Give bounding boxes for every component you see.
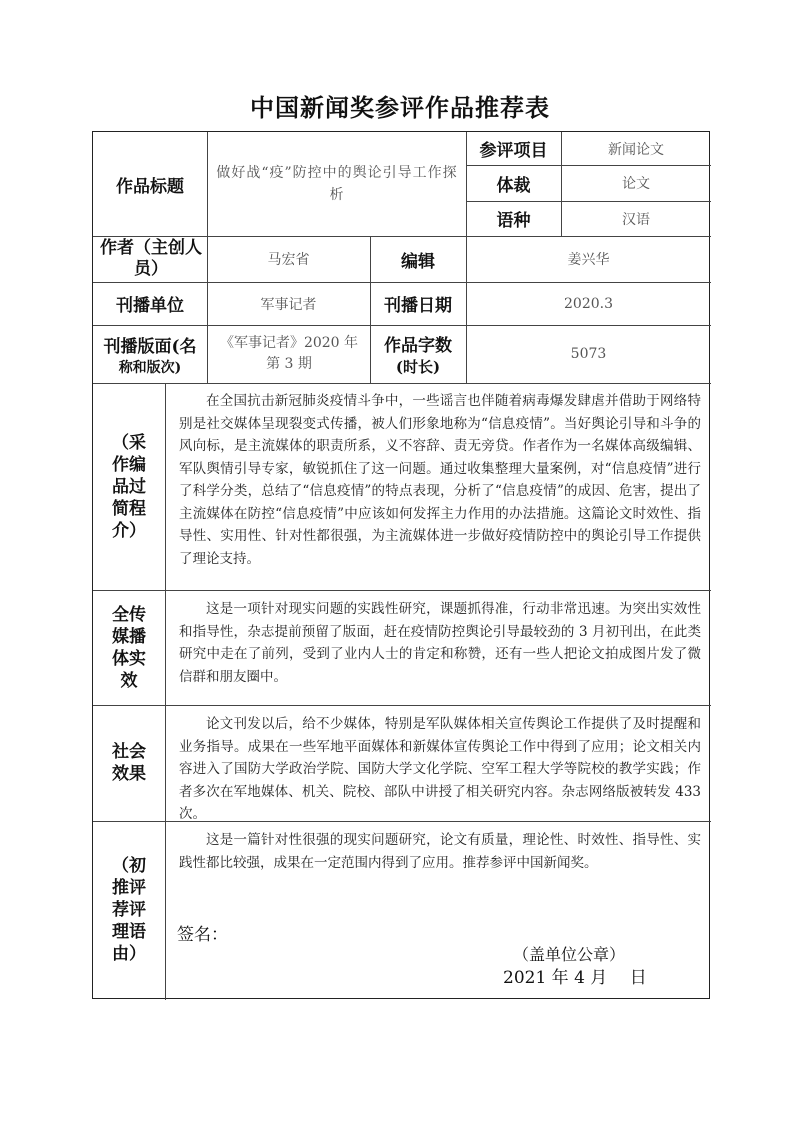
row-divider bbox=[93, 590, 711, 591]
process-section-label: （采作编品过简程介） bbox=[112, 433, 146, 541]
process-text: 在全国抗击新冠肺炎疫情斗争中，一些谣言也伴随着病毒爆发肆虐并借助于网络特别是社交媒体呈现裂变式传播，被人们形象地称为“信息疫情”。当好舆论引导和斗争的风向标，是主流媒体的职责所系，义不容辞、责无旁贷。作者作为一名媒体高级编辑、军队舆情引导专家，敏锐抓住了这一问题。通过收集整理大量案例，对“信息疫情”进行了科学分类，总结了“信息疫情”的特点表现，分析了“信息疫情”的成因、危害，提出了主流媒体在防控“信息疫情”中应该如何发挥主力作用的办法措施。这篇论文时效性、指导性、实用性、针对性都很强，为主流媒体进一步做好疫情防控中的舆论引导工作提供了理论支持。 bbox=[179, 393, 701, 567]
edition-label-line1: 刊播版面(名 bbox=[103, 336, 197, 357]
review-section-label: （初推评荐评理语由） bbox=[112, 856, 146, 964]
editor-label: 编辑 bbox=[401, 251, 435, 272]
genre-label: 体裁 bbox=[496, 175, 531, 196]
row-divider bbox=[93, 705, 711, 706]
date-label: 2021 年 4 月 日 bbox=[503, 968, 647, 988]
language-label: 语种 bbox=[496, 211, 531, 231]
seal-label: （盖单位公章） bbox=[513, 945, 626, 964]
review-text: 这是一篇针对性很强的现实问题研究，论文有质量，理论性、时效性、指导性、实践性都比较强，成果在一定范围内得到了应用。推荐参评中国新闻奖。 bbox=[179, 832, 701, 871]
category-value: 新闻论文 bbox=[608, 141, 664, 158]
editor-value: 姜兴华 bbox=[567, 252, 610, 268]
wordcount-value: 5073 bbox=[570, 346, 607, 362]
edition-label-line2: 称和版次) bbox=[118, 359, 182, 376]
work-title-value: 做好战“疫”防控中的舆论引导工作探析 bbox=[216, 165, 458, 203]
publisher-label: 刊播单位 bbox=[116, 296, 184, 316]
effect-text: 这是一项针对现实问题的实践性研究，课题抓得准，行动非常迅速。为突出实效性和指导性，杂志提前预留了版面，赶在疫情防控舆论引导最较劲的 3 月初刊出，在此类研究中走在了前列，受到了业内人士的肯定和称赞，还有一些人把论文拍成图片发了微信群和朋友圈中。 bbox=[179, 601, 701, 685]
author-label: 作者（主创人员） bbox=[100, 238, 202, 279]
publisher-value: 军事记者 bbox=[260, 296, 317, 313]
recommendation-form bbox=[92, 131, 710, 999]
social-text: 论文刊发以后，给不少媒体，特别是军队媒体相关宣传舆论工作提供了及时提醒和业务指导。成果在一些军地平面媒体和新媒体宣传舆论工作中得到了应用；论文相关内容进入了国防大学政治学院、国防大学文化学院、空军工程大学等院校的教学实践；作者多次在军地媒体、机关、院校、部队中讲授了相关研究内容。杂志网络版被转发 433 次。 bbox=[179, 716, 701, 822]
pubdate-label: 刊播日期 bbox=[384, 296, 452, 316]
edition-label bbox=[93, 325, 207, 383]
language-value: 汉语 bbox=[622, 211, 650, 228]
wordcount-label-line2: (时长) bbox=[395, 358, 441, 376]
wordcount-label bbox=[370, 325, 466, 383]
social-section-label: 社会效果 bbox=[112, 742, 146, 784]
author-value: 马宏省 bbox=[267, 252, 310, 268]
pubdate-value: 2020.3 bbox=[564, 295, 613, 312]
wordcount-label-line1: 作品字数 bbox=[384, 336, 452, 356]
genre-value: 论文 bbox=[622, 176, 650, 192]
signature-label: 签名： bbox=[177, 925, 228, 945]
category-label: 参评项目 bbox=[479, 141, 548, 161]
form-title: 中国新闻奖参评作品推荐表 bbox=[250, 93, 550, 122]
column-divider bbox=[165, 383, 166, 1000]
edition-value: 《军事记者》2020 年第 3 期 bbox=[219, 335, 359, 372]
effect-section-label: 全传媒播体实效 bbox=[112, 605, 146, 691]
row-divider bbox=[93, 383, 711, 384]
work-title-label: 作品标题 bbox=[116, 176, 184, 197]
